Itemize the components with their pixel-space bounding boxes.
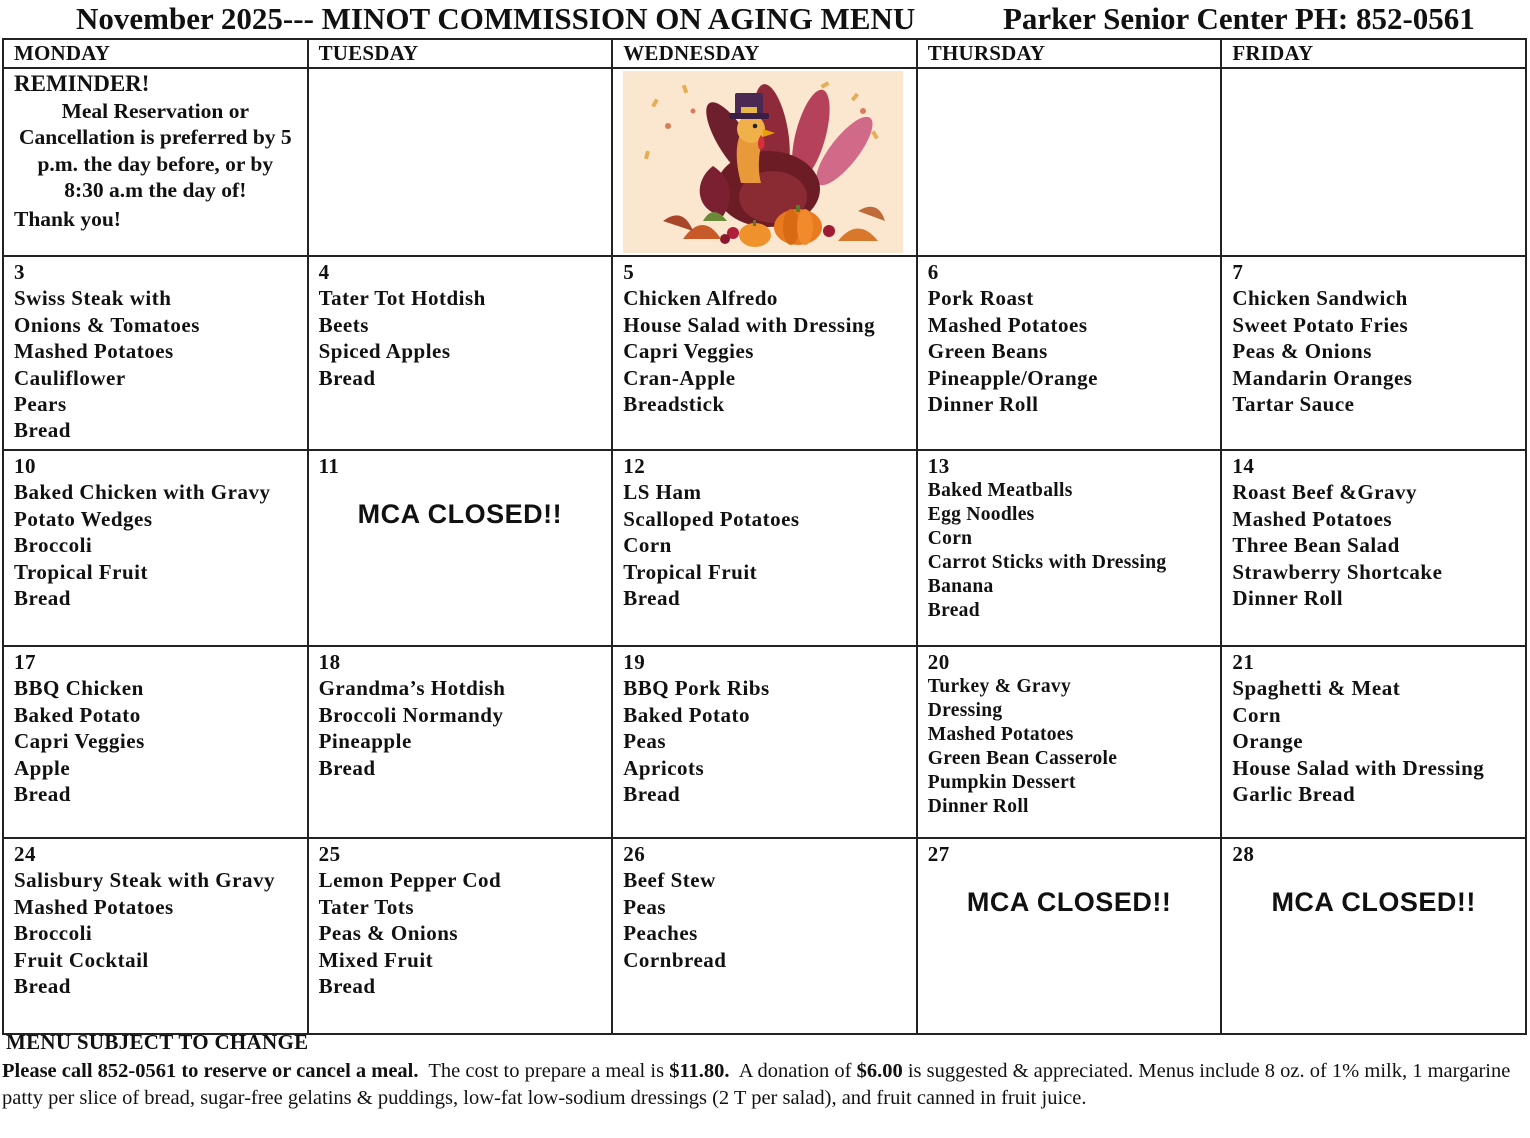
day-menu — [1222, 257, 1525, 417]
day-cell — [1221, 450, 1526, 646]
menu-item: Tartar Sauce — [1232, 392, 1355, 417]
menu-item: Salisbury Steak with Gravy — [14, 868, 275, 893]
reminder-heading: REMINDER! — [14, 71, 150, 96]
day-cell — [917, 256, 1222, 450]
reminder-line: Meal Reservation or — [61, 98, 250, 123]
day-number: 24 — [14, 842, 36, 866]
menu-item: Bread — [14, 782, 71, 807]
menu-item: Capri Veggies — [623, 339, 754, 364]
menu-item: Breadstick — [623, 392, 725, 417]
day-header-friday: FRIDAY — [1221, 39, 1526, 68]
day-cell — [308, 450, 613, 646]
day-menu — [918, 257, 1221, 417]
menu-item: BBQ Pork Ribs — [623, 676, 770, 701]
day-number: 11 — [318, 454, 340, 478]
day-menu — [1222, 839, 1525, 916]
menu-item: Orange — [1232, 729, 1304, 754]
menu-item: Apple — [14, 755, 71, 780]
empty-cell — [917, 68, 1222, 256]
menu-item: Broccoli — [14, 921, 93, 946]
day-number: 25 — [318, 842, 341, 866]
day-cell — [1221, 838, 1526, 1034]
menu-item: Potato Wedges — [14, 506, 153, 531]
day-cell — [612, 646, 917, 838]
menu-item: Scalloped Potatoes — [623, 506, 800, 531]
menu-item: Dinner Roll — [927, 392, 1039, 417]
reminder-line: p.m. the day before, or by — [37, 151, 274, 176]
menu-item: Green Beans — [927, 339, 1048, 364]
menu-item: Chicken Sandwich — [1232, 286, 1408, 311]
day-menu — [309, 257, 612, 391]
menu-item: Lemon Pepper Cod — [318, 868, 502, 893]
menu-item: Onions & Tomatoes — [14, 312, 200, 337]
day-header-wednesday: WEDNESDAY — [612, 39, 917, 68]
menu-item: Bread — [927, 600, 980, 622]
menu-item: Mashed Potatoes — [1232, 506, 1393, 531]
menu-item: Mandarin Oranges — [1232, 365, 1413, 390]
menu-item: Peas & Onions — [318, 921, 459, 946]
reminder-cell — [3, 68, 308, 256]
donation-amount: $6.00 — [856, 1060, 903, 1082]
empty-cell — [308, 68, 613, 256]
day-number: 6 — [927, 260, 939, 284]
menu-item: Grandma’s Hotdish — [318, 676, 506, 701]
day-cell — [3, 450, 308, 646]
menu-item: Capri Veggies — [14, 729, 145, 754]
day-menu — [4, 839, 307, 999]
meal-cost-note — [2, 1058, 1528, 1111]
day-number: 27 — [927, 842, 950, 866]
menu-item: Bread — [318, 755, 376, 780]
day-header-tuesday: TUESDAY — [308, 39, 613, 68]
menu-item: Mashed Potatoes — [14, 894, 174, 919]
menu-item: Mashed Potatoes — [14, 339, 174, 364]
menu-item: Apricots — [623, 755, 705, 780]
day-menu — [613, 839, 916, 973]
day-number: 28 — [1232, 842, 1255, 866]
closed-notice: MCA CLOSED!! — [966, 887, 1172, 918]
menu-item: Roast Beef &Gravy — [1232, 480, 1417, 505]
menu-item: Bread — [623, 586, 681, 611]
thanksgiving-turkey-icon — [623, 71, 903, 253]
day-menu — [309, 647, 612, 781]
week-row — [3, 646, 1526, 838]
reservation-call: Please call 852-0561 to reserve or cancel a meal. — [2, 1060, 419, 1082]
day-cell — [3, 646, 308, 838]
menu-item: Corn — [623, 533, 672, 558]
menu-item: LS Ham — [623, 480, 702, 505]
menu-item: Fruit Cocktail — [14, 947, 149, 972]
day-cell — [1221, 256, 1526, 450]
day-number: 5 — [623, 260, 635, 284]
day-cell — [3, 256, 308, 450]
day-header-thursday: THURSDAY — [917, 39, 1222, 68]
reminder-line: Cancellation is preferred by 5 — [18, 125, 292, 149]
closed-notice: MCA CLOSED!! — [357, 499, 563, 530]
day-menu — [4, 451, 307, 611]
menu-item: Pears — [14, 392, 67, 417]
menu-item: Turkey & Gravy — [927, 676, 1072, 698]
day-menu — [613, 647, 916, 807]
menu-item: Green Bean Casserole — [927, 748, 1118, 770]
day-number: 21 — [1232, 650, 1255, 674]
menu-item: Egg Noodles — [927, 504, 1035, 526]
menu-item: Mashed Potatoes — [927, 724, 1074, 746]
menu-item: Bread — [318, 365, 376, 390]
center-phone: Parker Senior Center PH: 852-0561 — [1003, 1, 1475, 36]
menu-item: Tropical Fruit — [623, 559, 758, 584]
day-number: 20 — [927, 650, 950, 674]
menu-item: Garlic Bread — [1232, 782, 1356, 807]
menu-item: Bread — [623, 782, 681, 807]
day-cell — [917, 450, 1222, 646]
day-menu — [918, 839, 1221, 916]
day-menu — [918, 647, 1221, 819]
day-menu — [613, 257, 916, 417]
reminder-thanks: Thank you! — [14, 206, 121, 231]
menu-item: Corn — [927, 528, 973, 550]
empty-cell — [1221, 68, 1526, 256]
page-title — [0, 0, 1530, 38]
day-number: 4 — [318, 260, 330, 284]
day-cell — [308, 646, 613, 838]
day-menu — [4, 257, 307, 444]
menu-item: Pork Roast — [927, 286, 1034, 311]
menu-item: Spiced Apples — [318, 339, 451, 364]
day-number: 19 — [623, 650, 646, 674]
day-number: 3 — [14, 260, 25, 284]
day-cell — [917, 838, 1222, 1034]
menu-item: Swiss Steak with — [14, 286, 172, 311]
day-menu — [309, 839, 612, 999]
day-number: 17 — [14, 650, 36, 674]
donation-prefix: A donation of — [738, 1060, 852, 1082]
day-number: 26 — [623, 842, 646, 866]
day-cell — [612, 450, 917, 646]
menu-notes: is suggested & appreciated. Menus include 8 oz. of 1% milk, 1 margarine patty per slice of bread, sugar-free gelatins & puddings, low-fat low-sodium dressings (2 T per salad), and fruit canned in fruit juice. — [2, 1060, 1511, 1109]
menu-item: House Salad with Dressing — [1232, 755, 1485, 780]
menu-item: Spaghetti & Meat — [1232, 676, 1401, 701]
menu-title: November 2025--- MINOT COMMISSION ON AGING MENU — [76, 1, 916, 36]
week-row — [3, 838, 1526, 1034]
menu-item: Peaches — [623, 921, 698, 946]
menu-item: Bread — [14, 418, 71, 443]
day-menu — [1222, 451, 1525, 611]
day-cell — [917, 646, 1222, 838]
menu-item: Tropical Fruit — [14, 559, 148, 584]
menu-item: Peas — [623, 729, 667, 754]
menu-item: Pineapple/Orange — [927, 365, 1098, 390]
menu-item: Broccoli Normandy — [318, 702, 504, 727]
menu-item: Banana — [927, 576, 994, 598]
menu-item: Bread — [318, 974, 376, 999]
menu-item: Mashed Potatoes — [927, 312, 1088, 337]
menu-item: Cornbread — [623, 947, 727, 972]
menu-item: Carrot Sticks with Dressing — [927, 552, 1167, 574]
menu-item: Mixed Fruit — [318, 947, 434, 972]
illustration-cell — [612, 68, 917, 256]
menu-item: Chicken Alfredo — [623, 286, 778, 311]
day-number: 10 — [14, 454, 36, 478]
menu-item: Strawberry Shortcake — [1232, 559, 1443, 584]
menu-item: Three Bean Salad — [1232, 533, 1400, 558]
day-cell — [308, 838, 613, 1034]
day-menu — [309, 451, 612, 528]
day-cell — [1221, 646, 1526, 838]
menu-item: Bread — [14, 586, 71, 611]
menu-item: House Salad with Dressing — [623, 312, 876, 337]
menu-item: Beets — [318, 312, 369, 337]
day-number: 13 — [927, 454, 950, 478]
week-row — [3, 450, 1526, 646]
closed-notice: MCA CLOSED!! — [1271, 887, 1476, 918]
menu-item: Peas & Onions — [1232, 339, 1372, 364]
menu-item: Pumpkin Dessert — [927, 772, 1076, 794]
reminder-note — [4, 69, 307, 232]
day-cell — [612, 838, 917, 1034]
menu-item: Tater Tot Hotdish — [318, 286, 486, 311]
day-number: 7 — [1232, 260, 1244, 284]
menu-item: Baked Chicken with Gravy — [14, 480, 271, 505]
menu-item: Beef Stew — [623, 868, 716, 893]
day-cell — [612, 256, 917, 450]
top-row — [3, 68, 1526, 256]
menu-calendar — [2, 38, 1527, 1035]
menu-item: Dinner Roll — [1232, 586, 1344, 611]
day-menu — [613, 451, 916, 611]
menu-item: Corn — [1232, 702, 1282, 727]
day-menu — [1222, 647, 1525, 807]
day-cell — [3, 838, 308, 1034]
menu-item: Bread — [14, 974, 71, 999]
menu-item: BBQ Chicken — [14, 676, 144, 701]
menu-subject-to-change: MENU SUBJECT TO CHANGE — [6, 1030, 309, 1054]
weekday-header-row — [3, 39, 1526, 68]
meal-cost: $11.80. — [669, 1060, 730, 1082]
cost-prefix: The cost to prepare a meal is — [428, 1060, 665, 1082]
day-cell — [308, 256, 613, 450]
day-header-monday: MONDAY — [3, 39, 308, 68]
day-number: 14 — [1232, 454, 1255, 478]
menu-item: Tater Tots — [318, 894, 415, 919]
day-menu — [918, 451, 1221, 623]
week-row — [3, 256, 1526, 450]
menu-item: Cauliflower — [14, 365, 126, 390]
menu-item: Baked Meatballs — [927, 480, 1073, 502]
menu-item: Sweet Potato Fries — [1232, 312, 1409, 337]
menu-item: Cran-Apple — [623, 365, 736, 390]
menu-item: Broccoli — [14, 533, 93, 558]
reminder-line: 8:30 a.m the day of! — [64, 178, 247, 202]
menu-item: Peas — [623, 894, 667, 919]
day-number: 18 — [318, 650, 341, 674]
day-menu — [4, 647, 307, 807]
menu-item: Dinner Roll — [927, 796, 1029, 818]
menu-item: Baked Potato — [14, 702, 141, 727]
menu-item: Dressing — [927, 700, 1003, 722]
menu-item: Baked Potato — [623, 702, 750, 727]
day-number: 12 — [623, 454, 646, 478]
menu-item: Pineapple — [318, 729, 412, 754]
